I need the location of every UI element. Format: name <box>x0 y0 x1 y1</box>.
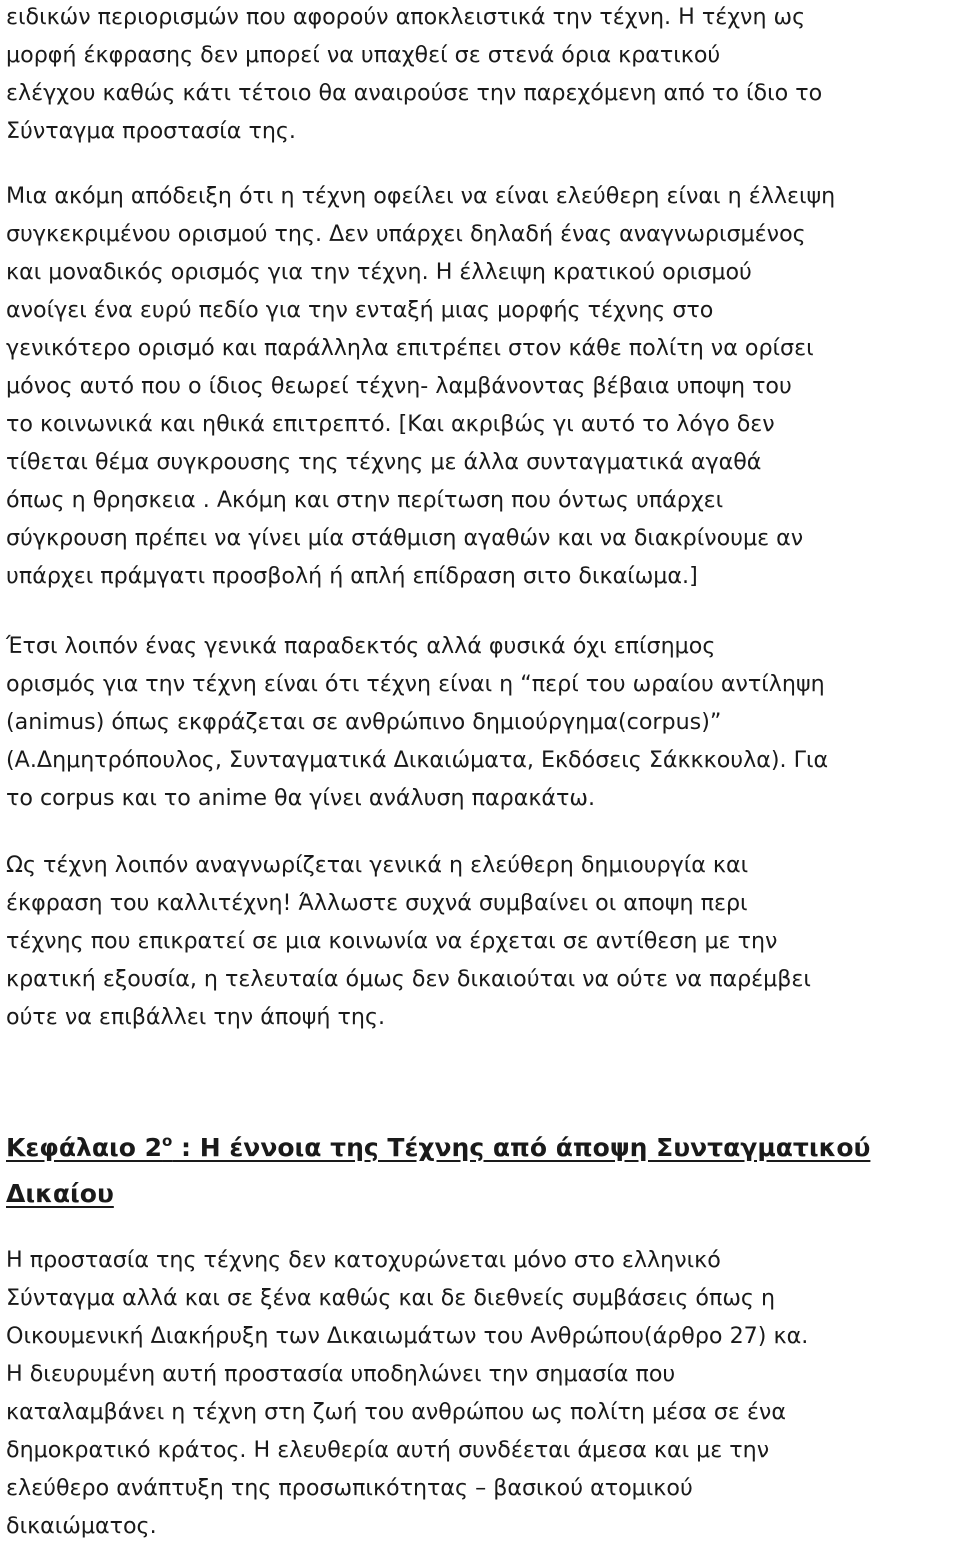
text-line: υπάρχει πράμγατι προσβολή ή απλή επίδραση σιτο δικαίωμα.] <box>6 563 698 589</box>
text-line: το corpus και το anime θα γίνει ανάλυση παρακάτω. <box>6 785 596 811</box>
text-line: Σύνταγμα προστασία της. <box>6 118 296 144</box>
text-line: Σύνταγμα αλλά και σε ξένα καθώς και δε διεθνείς συμβάσεις όπως η <box>6 1285 776 1311</box>
chapter-heading-line-2: Δικαίου <box>6 1179 114 1208</box>
text-line: (Α.Δημητρόπουλος, Συνταγματικά Δικαιώματα, Εκδόσεις Σάκκκουλα). Για <box>6 747 829 773</box>
text-line: ελεύθερο ανάπτυξη της προσωπικότητας – βασικού ατομικού <box>6 1475 693 1501</box>
text-line: καταλαμβάνει η τέχνη στη ζωή του ανθρώπου ως πολίτη μέσα σε ένα <box>6 1399 786 1425</box>
text-line: (animus) όπως εκφράζεται σε ανθρώπινο δημιούργημα(corpus)” <box>6 709 722 735</box>
text-line: Μια ακόμη απόδειξη ότι η τέχνη οφείλει να είναι ελεύθερη είναι η έλλειψη <box>6 183 836 209</box>
text-line: ελέγχου καθώς κάτι τέτοιο θα αναιρούσε την παρεχόμενη από το ίδιο το <box>6 80 823 106</box>
text-line: κρατική εξουσία, η τελευταία όμως δεν δικαιούται να ούτε να παρέμβει <box>6 966 811 992</box>
text-line: Η διευρυμένη αυτή προστασία υποδηλώνει την σημασία που <box>6 1361 676 1387</box>
chapter-heading-line-1 <box>6 1127 870 1172</box>
text-line: ορισμός για την τέχνη είναι ότι τέχνη είναι η “περί του ωραίου αντίληψη <box>6 671 825 697</box>
text-line: ανοίγει ένα ευρύ πεδίο για την ενταξή μιας μορφής τέχνης στο <box>6 297 714 323</box>
chapter-heading-suffix: : Η έννοια της Τέχνης από άποψη Συνταγματικού <box>172 1133 871 1162</box>
text-line: έκφραση του καλλιτέχνη! Άλλωστε συχνά συμβαίνει οι αποψη περι <box>6 890 748 916</box>
text-line: συγκεκριμένου ορισμού της. Δεν υπάρχει δηλαδή ένας αναγνωρισμένος <box>6 221 806 247</box>
text-line: ειδικών περιορισμών που αφορούν αποκλειστικά την τέχνη. Η τέχνη ως <box>6 4 806 30</box>
chapter-heading-prefix: Κεφάλαιο 2 <box>6 1133 163 1162</box>
text-line: Οικουμενική Διακήρυξη των Δικαιωμάτων του Ανθρώπου(άρθρο 27) κα. <box>6 1323 809 1349</box>
text-line: μορφή έκφρασης δεν μπορεί να υπαχθεί σε στενά όρια κρατικού <box>6 42 721 68</box>
text-line: Ως τέχνη λοιπόν αναγνωρίζεται γενικά η ελεύθερη δημιουργία και <box>6 852 749 878</box>
chapter-heading-superscript: ο <box>162 1132 173 1150</box>
text-line: όπως η θρησκεια . Ακόμη και στην περίτωση που όντως υπάρχει <box>6 487 724 513</box>
text-line: τίθεται θέμα συγκρουσης της τέχνης με άλλα συνταγματικά αγαθά <box>6 449 762 475</box>
text-line: ούτε να επιβάλλει την άποψή της. <box>6 1004 386 1030</box>
text-line: μόνος αυτό που ο ίδιος θεωρεί τέχνη- λαμβάνοντας βέβαια υποψη του <box>6 373 792 399</box>
text-line: σύγκρουση πρέπει να γίνει μία στάθμιση αγαθών και να διακρίνουμε αν <box>6 525 804 551</box>
text-line: δικαιώματος. <box>6 1513 157 1539</box>
text-line: και μοναδικός ορισμός για την τέχνη. Η έλλειψη κρατικού ορισμού <box>6 259 752 285</box>
text-line: δημοκρατικό κράτος. Η ελευθερία αυτή συνδέεται άμεσα και με την <box>6 1437 770 1463</box>
text-line: το κοινωνικά και ηθικά επιτρεπτό. [Και ακριβώς γι αυτό το λόγο δεν <box>6 411 775 437</box>
text-line: Η προστασία της τέχνης δεν κατοχυρώνεται μόνο στο ελληνικό <box>6 1247 721 1273</box>
text-line: Έτσι λοιπόν ένας γενικά παραδεκτός αλλά φυσικά όχι επίσημος <box>6 633 716 659</box>
text-line: γενικότερο ορισμό και παράλληλα επιτρέπει στον κάθε πολίτη να ορίσει <box>6 335 814 361</box>
text-line: τέχνης που επικρατεί σε μια κοινωνία να έρχεται σε αντίθεση με την <box>6 928 778 954</box>
